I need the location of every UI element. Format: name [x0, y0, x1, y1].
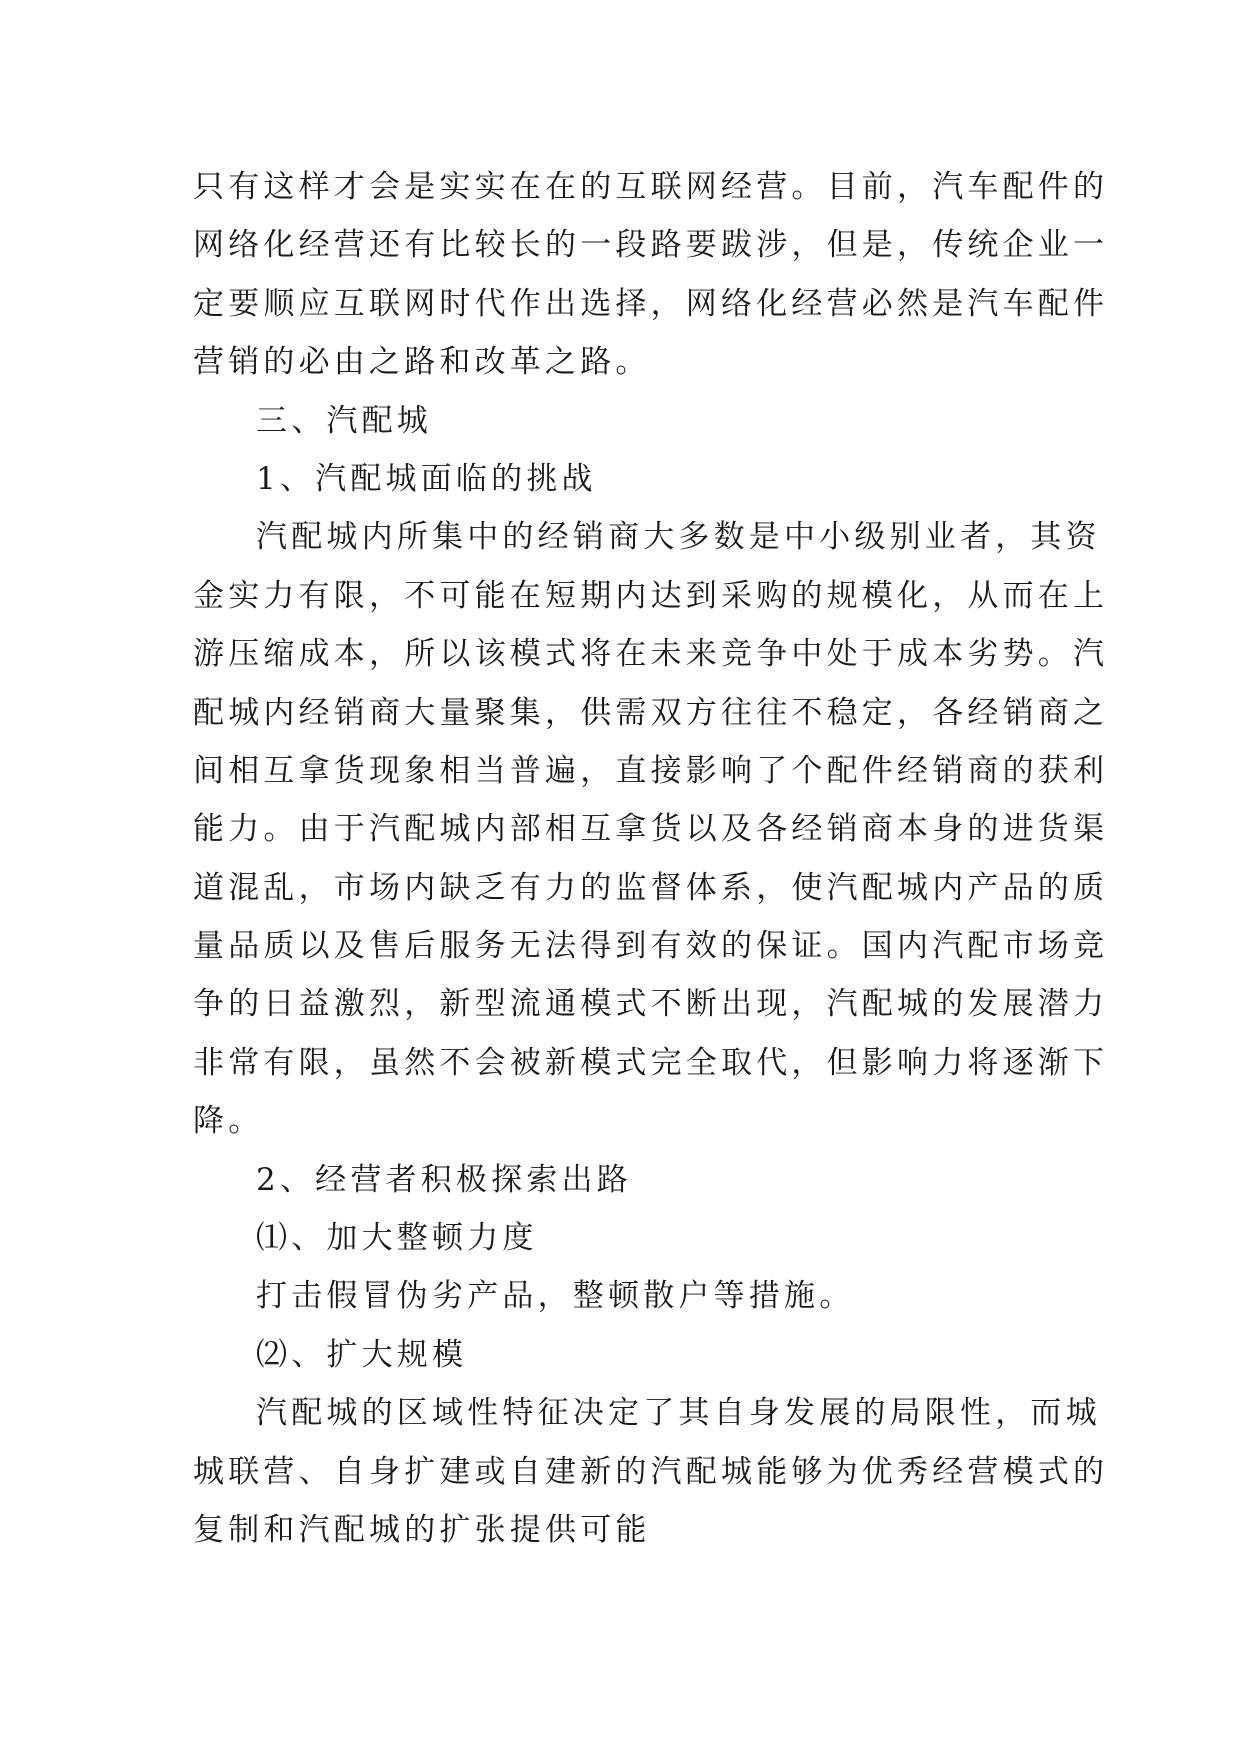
paragraph-line: 营销的必由之路和改革之路。 — [193, 344, 651, 381]
section-heading: 三、汽配城 — [256, 402, 432, 439]
paragraph-line: 打击假冒伪劣产品，整顿散户等措施。 — [256, 1278, 855, 1315]
subsection-heading: 1、汽配城面临的挑战 — [256, 460, 597, 497]
paragraph-line: 量品质以及售后服务无法得到有效的保证。国内汽配市场竞 — [193, 928, 1109, 965]
paragraph-line: 金实力有限，不可能在短期内达到采购的规模化，从而在上 — [193, 577, 1109, 614]
paragraph-line: 道混乱，市场内缺乏有力的监督体系，使汽配城内产品的质 — [193, 869, 1109, 906]
paragraph-line: 降。 — [193, 1103, 264, 1140]
paragraph-line: 只有这样才会是实实在在的互联网经营。目前，汽车配件的 — [193, 169, 1109, 205]
paragraph-line: 争的日益激烈，新型流通模式不断出现，汽配城的发展潜力 — [193, 986, 1109, 1023]
paragraph-line: 汽配城的区域性特征决定了其自身发展的局限性，而城 — [256, 1395, 1101, 1432]
list-item-heading: ⑵、扩大规模 — [256, 1336, 468, 1373]
subsection-heading: 2、经营者积极探索出路 — [256, 1161, 632, 1198]
document-body — [193, 158, 1109, 1559]
list-item-heading: ⑴、加大整顿力度 — [256, 1220, 538, 1257]
paragraph-line: 能力。由于汽配城内部相互拿货以及各经销商本身的进货渠 — [193, 811, 1109, 848]
paragraph-line: 非常有限，虽然不会被新模式完全取代，但影响力将逐渐下 — [193, 1044, 1109, 1081]
paragraph-line: 复制和汽配城的扩张提供可能 — [193, 1511, 651, 1548]
paragraph-line: 间相互拿货现象相当普遍，直接影响了个配件经销商的获利 — [193, 752, 1109, 789]
paragraph-line: 城联营、自身扩建或自建新的汽配城能够为优秀经营模式的 — [193, 1453, 1109, 1490]
paragraph-line: 定要顺应互联网时代作出选择，网络化经营必然是汽车配件 — [193, 285, 1109, 322]
paragraph-line: 网络化经营还有比较长的一段路要跋涉，但是，传统企业一 — [193, 227, 1109, 264]
paragraph-line: 游压缩成本，所以该模式将在未来竞争中处于成本劣势。汽 — [193, 636, 1109, 673]
paragraph-line: 配城内经销商大量聚集，供需双方往往不稳定，各经销商之 — [193, 694, 1109, 731]
paragraph-line: 汽配城内所集中的经销商大多数是中小级别业者，其资 — [256, 519, 1101, 556]
